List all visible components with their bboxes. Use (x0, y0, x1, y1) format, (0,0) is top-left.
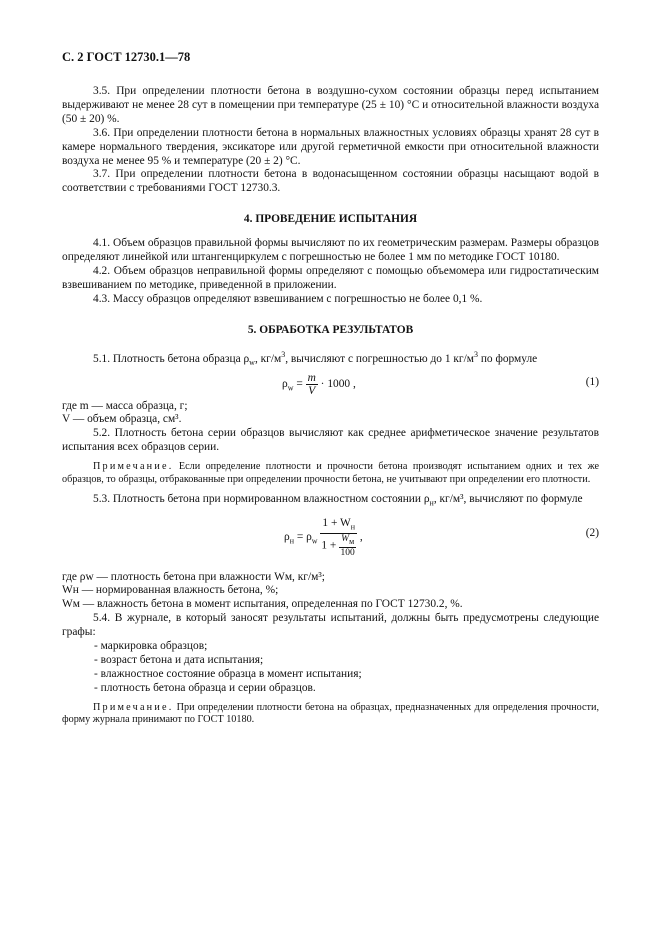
paragraph-5-3: 5.3. Плотность бетона при нормированном влажностном состоянии $\rho_н$, кг/м³, вычисляют по формуле (93, 493, 583, 508)
page-header: С. 2 ГОСТ 12730.1—78 (62, 50, 191, 64)
section-4-title: 4. ПРОВЕДЕНИЕ ИСПЫТАНИЯ (243, 213, 418, 226)
paragraph-5-1: 5.1. Плотность бетона образца $\rho_w$, $кг/м^3$, вычисляют с погрешностью до 1 $кг/м^3$ по формуле (93, 349, 538, 367)
paragraph-3-7: 3.7. При определении плотности бетона в водонасыщенном состоянии образцы насыщают водой в соответствии с требованиями ГОСТ 12730.3. (62, 168, 599, 195)
formula-1-number: (1) (585, 375, 599, 388)
where-rho: где ρw — плотность бетона при влажности Wм, кг/м³; (62, 570, 325, 583)
journal-columns-list (62, 640, 599, 696)
paragraph-3-6: 3.6. При определении плотности бетона в нормальных влажностных условиях образцы хранят 28 сут в камере нормального твердения, эксикаторе или другой герметичной емкости при относительной влажности воздуха не менее 95 % и температуре (20 ± 2) °С. (62, 126, 599, 167)
paragraph-4-1: 4.1. Объем образцов правильной формы вычисляют по их геометрическим размерам. Размеры образцов определяют линейкой или штангенциркулем с погрешностью не более 1 мм по методике ГОСТ 10180. (62, 237, 599, 264)
list-item: - возраст бетона и дата испытания; (94, 654, 264, 667)
formula-2: $\rho_н = \rho_w$ $1 + W_н$ 1 + $\frac{W_м}{100}$ , (2) (284, 516, 599, 558)
list-item: - влажностное состояние образца в момент испытания; (94, 667, 362, 680)
paragraph-5-2: 5.2. Плотность бетона серии образцов вычисляют как среднее арифметическое значение результатов испытания всех образцов серии. (62, 427, 599, 454)
where-v: V — объем образца, см³. (62, 413, 182, 426)
formula-1: $\rho_w$ = $\frac{m}{V}$ · 1000 , (1) (282, 371, 599, 397)
list-item: - плотность бетона образца и серии образцов. (94, 681, 316, 694)
document-body (62, 85, 599, 734)
formula-2-number: (2) (585, 526, 599, 539)
note-2: Примечание. При определении плотности бетона на образцах, предназначенных для определения прочности, форму журнала принимают по ГОСТ 10180. (62, 701, 599, 726)
note-1: Примечание. Если определение плотности и прочности бетона производят испытанием одних и тех же образцов, то образцы, отбракованные при определении прочности бетона, не учитывают при определении его плотности. (62, 461, 599, 485)
list-item: - маркировка образцов; (94, 640, 208, 653)
paragraph-3-5: 3.5. При определении плотности бетона в воздушно-сухом состоянии образцы перед испытанием выдерживают не менее 28 сут в помещении при температуре (25 ± 10) °С и относительной влажности воздуха (50 ± 20) %. (62, 85, 599, 125)
where-m: где m — масса образца, г; (62, 399, 188, 412)
where-wm: Wм — влажность бетона в момент испытания, определенная по ГОСТ 12730.2, %. (62, 598, 463, 611)
paragraph-4-2: 4.2. Объем образцов неправильной формы определяют с помощью объемомера или гидростатическим взвешиванием по методике, приведенной в приложении. (62, 264, 599, 291)
paragraph-5-4: 5.4. В журнале, в который заносят результаты испытаний, должны быть предусмотрены следующие графы: (62, 612, 599, 639)
where-wn: Wн — нормированная влажность бетона, %; (62, 584, 279, 597)
section-5-title: 5. ОБРАБОТКА РЕЗУЛЬТАТОВ (247, 323, 414, 336)
paragraph-4-3: 4.3. Массу образцов определяют взвешиванием с погрешностью не более 0,1 %. (93, 292, 483, 305)
